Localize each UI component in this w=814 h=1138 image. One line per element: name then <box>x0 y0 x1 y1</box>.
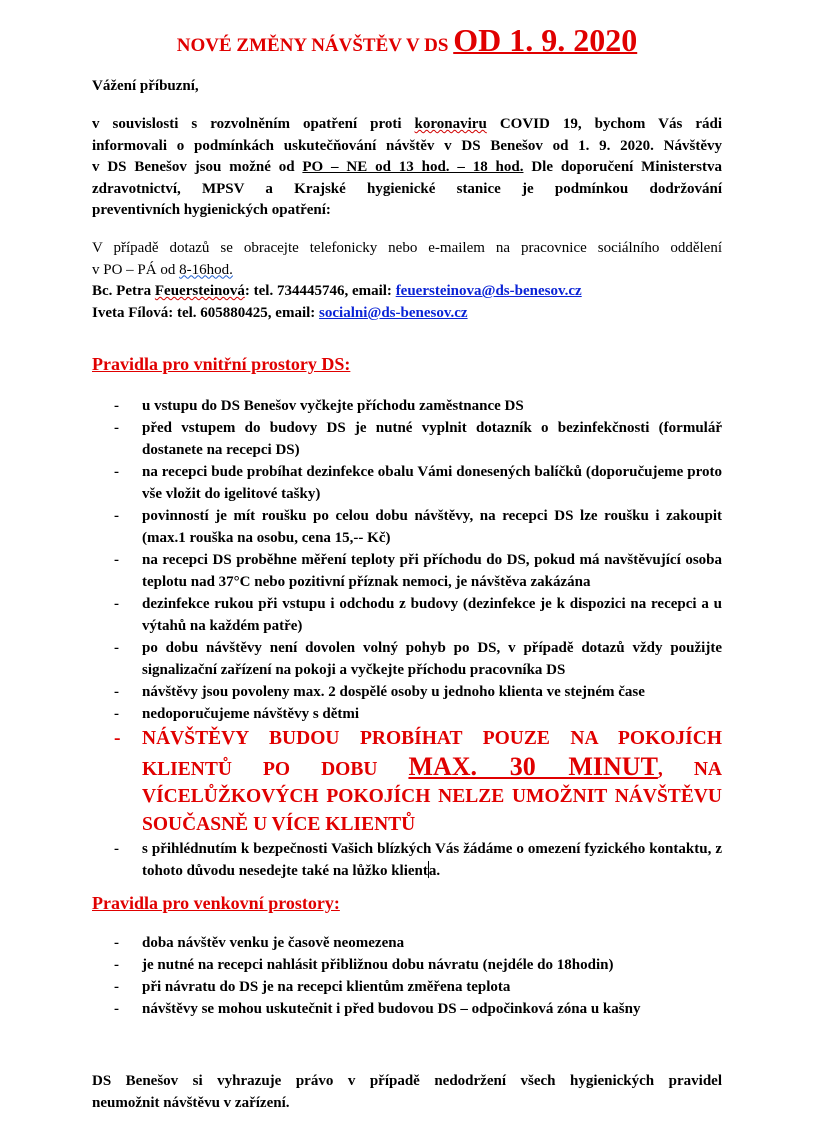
indoor-rules-list <box>92 395 722 882</box>
outdoor-rules-heading: Pravidla pro venkovní prostory: <box>92 893 340 913</box>
outdoor-rules-list <box>92 932 722 1020</box>
email-link-socialni[interactable]: socialni@ds-benesov.cz <box>319 304 468 321</box>
spellcheck-word: koronaviru <box>414 116 487 132</box>
visiting-hours: PO – NE od 13 hod. – 18 hod. <box>302 159 524 175</box>
indoor-rule-item: - nedoporučujeme návštěvy s dětmi <box>114 706 360 722</box>
greeting: Vážení příbuzní, <box>92 78 199 94</box>
indoor-rule-item: - na recepci DS proběhne měření teploty při příchodu do DS, pokud má navštěvující osoba teplotu nad 37°C nebo pozitivní příznak nemoci, je návštěva zakázána <box>114 552 722 590</box>
contact-person-2: Iveta Fílová: tel. 605880425, email: socialni@ds-benesov.cz <box>92 304 468 321</box>
outdoor-rule-item: - návštěvy se mohou uskutečnit i před budovou DS – odpočinková zóna u kašny <box>114 1001 641 1017</box>
indoor-rule-item: - po dobu návštěvy není dovolen volný pohyb po DS, v případě dotazů vždy použijte signalizační zařízení na pokoji a vyčkejte příchodu pracovníka DS <box>114 640 722 678</box>
footer-paragraph <box>92 1071 722 1114</box>
intro-paragraph <box>92 114 722 222</box>
indoor-rule-item: - na recepci bude probíhat dezinfekce obalu Vámi donesených balíčků (doporučujeme proto vše vložit do igelitové tašky) <box>114 464 722 502</box>
indoor-rule-highlight: - NÁVŠTĚVY BUDOU PROBÍHAT POUZE NA POKOJÍCH KLIENTŮ PO DOBU MAX. 30 MINUT, NA VÍCELŮŽKOVÝCH POKOJÍCH NELZE UMOŽNIT NÁVŠTĚVU SOUČASNĚ U VÍCE KLIENTŮ <box>114 728 722 835</box>
indoor-rule-item: - návštěvy jsou povoleny max. 2 dospělé osoby u jednoho klienta ve stejném čase <box>114 684 645 700</box>
intro-line-4: zdravotnictví, MPSV a Krajské hygienické stanice je podmínkou dodržování <box>92 180 722 197</box>
indoor-rule-item: - s přihlédnutím k bezpečnosti Vašich blízkých Vás žádáme o omezení fyzického kontaktu, z tohoto důvodu nesedejte také na lůžko klienta. <box>114 841 722 879</box>
intro-line-1: v souvislosti s rozvolněním opatření proti koronaviru COVID 19, bychom Vás rádi <box>92 116 723 132</box>
email-link-feuersteinova[interactable]: feuersteinova@ds-benesov.cz <box>395 283 582 299</box>
outdoor-rule-item: - při návratu do DS je na recepci klientům změřena teplota <box>114 979 511 995</box>
footer-line-2: neumožnit návštěvu v zařízení. <box>92 1094 290 1111</box>
indoor-rule-item: - dezinfekce rukou při vstupu i odchodu z budovy (dezinfekce je k dispozici na recepci a u výtahů na každém patře) <box>114 596 722 634</box>
page-title <box>92 22 722 59</box>
footer-line-1: DS Benešov si vyhrazuje právo v případě nedodržení všech hygienických pravidel <box>92 1073 722 1089</box>
indoor-rule-item: - povinností je mít roušku po celou dobu návštěvy, na recepci DS lze roušku i zakoupit (max.1 rouška na osobu, cena 15,-- Kč) <box>114 508 722 546</box>
indoor-rule-item: - před vstupem do budovy DS je nutné vyplnit dotazník o bezinfekčnosti (formulář dostanete na recepci DS) <box>114 420 722 458</box>
contact-person-1: Bc. Petra Feuersteinová: tel. 734445746, email: feuersteinova@ds-benesov.cz <box>92 283 582 299</box>
office-hours: 8-16hod. <box>179 261 233 278</box>
title-part-1: NOVÉ ZMĚNY NÁVŠTĚV V DS <box>176 35 449 56</box>
intro-line-3: v DS Benešov jsou možné od PO – NE od 13 hod. – 18 hod. Dle doporučení Ministerstva <box>92 159 722 175</box>
contact-line-2: v PO – PÁ od 8-16hod. <box>92 261 233 278</box>
intro-line-2: informovali o podmínkách uskutečňování návštěv v DS Benešov od 1. 9. 2020. Návštěvy <box>92 137 722 154</box>
contact-line-1: V případě dotazů se obracejte telefonicky nebo e-mailem na pracovnice sociálního oddělení <box>92 240 722 256</box>
outdoor-rule-item: - je nutné na recepci nahlásit přibližnou dobu návratu (nejdéle do 18hodin) <box>114 957 614 973</box>
indoor-rules-heading: Pravidla pro vnitřní prostory DS: <box>92 354 351 374</box>
contact-paragraph <box>92 238 722 324</box>
max-duration: MAX. 30 MINUT <box>408 751 658 781</box>
title-part-2: OD 1. 9. 2020 <box>453 22 638 58</box>
intro-line-5: preventivních hygienických opatření: <box>92 202 331 218</box>
outdoor-rule-item: - doba návštěv venku je časově neomezena <box>114 935 405 951</box>
indoor-rule-item: - u vstupu do DS Benešov vyčkejte příchodu zaměstnance DS <box>114 398 524 414</box>
